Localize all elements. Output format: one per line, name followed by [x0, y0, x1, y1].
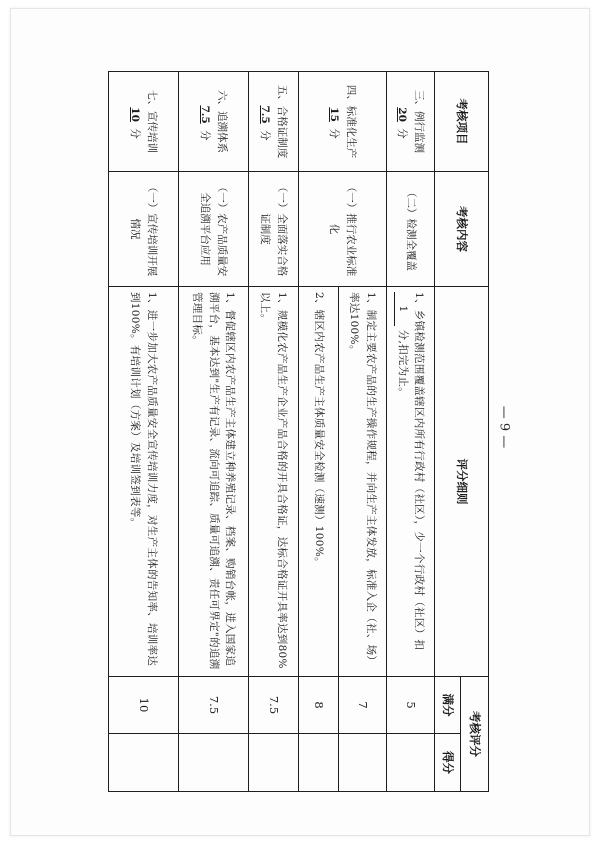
table-row: [109, 72, 179, 792]
full-score-cell: 7.5: [249, 677, 299, 734]
full-score-cell: 8: [299, 677, 339, 734]
project-label: 六、追溯体系: [215, 90, 228, 153]
project-score: 20: [396, 107, 409, 122]
header-project: 考核项目: [435, 72, 489, 172]
rule-cell: [387, 287, 435, 677]
project-cell: [387, 72, 435, 172]
document-page: [10, 8, 590, 836]
project-unit: 分: [199, 130, 212, 141]
evaluation-table: [108, 71, 489, 792]
rule-text: 1、乡镇检测范围覆盖辖区内所有行政村（社区），少一个行政村（社区）扣: [413, 292, 426, 651]
table-row: [339, 72, 387, 792]
rule-cell: 1、制定主要农产品的生产操作规程，并向生产主体发放，标准入企（社、场）率达100%。: [339, 287, 387, 677]
got-score-cell: [179, 734, 249, 792]
rule-text-end: 分,扣完为止。: [397, 329, 409, 399]
rule-blank-value: 1: [394, 292, 411, 326]
header-full-score: 满分: [435, 677, 461, 734]
project-cell: [299, 72, 387, 172]
got-score-cell: [299, 734, 339, 792]
table-row: [387, 72, 435, 792]
project-label: 四、标准化生产: [344, 84, 357, 159]
got-score-cell: [109, 734, 179, 792]
project-cell: [249, 72, 299, 172]
full-score-cell: 7: [339, 677, 387, 734]
header-rules: 评分细则: [435, 287, 489, 677]
project-cell: [109, 72, 179, 172]
project-label: 七、宣传培训: [145, 90, 158, 153]
got-score-cell: [339, 734, 387, 792]
header-score-group: 考核评分: [461, 677, 489, 792]
got-score-cell: [387, 734, 435, 792]
project-cell: [179, 72, 249, 172]
project-score: 10: [129, 107, 142, 122]
content-cell: （一）推行农业标准化: [299, 172, 387, 287]
project-score: 15: [328, 107, 341, 122]
project-unit: 分: [396, 128, 409, 139]
full-score-cell: 5: [387, 677, 435, 734]
project-label: 三、例行监测: [412, 90, 425, 153]
project-score: 7.5: [199, 105, 212, 124]
rule-cell: 1、规模化农产品生产企业产品合格的开具合格证，达标合格证开具率达到80%以上。: [249, 287, 299, 677]
content-cell: （一）全面落实合格证制度: [249, 172, 299, 287]
project-score: 7.5: [259, 105, 272, 124]
project-unit: 分: [259, 130, 272, 141]
page-number: — 9 —: [496, 405, 512, 449]
rule-cell: 1、进一步加大农产品质量安全宣传培训力度，对生产主体的告知率、培训率达到100%。有培训计划（方案）及培训签到表等。: [109, 287, 179, 677]
rule-cell: 1、督促辖区内农产品生产主体建立种养殖记录、档案、购销台帐，进入国家追溯平台，基本达到"生产有记录、流向可追踪、质量可追溯、责任可界定"的追溯管理目标。: [179, 287, 249, 677]
header-got-score: 得分: [435, 734, 461, 792]
rotated-table-container: [109, 71, 489, 791]
content-cell: （一）宣传培训开展情况: [109, 172, 179, 287]
table-row: [179, 72, 249, 792]
table-row: [249, 72, 299, 792]
content-cell: （一）农产品质量安全追溯平台应用: [179, 172, 249, 287]
project-unit: 分: [328, 128, 341, 139]
got-score-cell: [249, 734, 299, 792]
full-score-cell: 10: [109, 677, 179, 734]
full-score-cell: 7.5: [179, 677, 249, 734]
project-label: 五、合格证制度: [275, 84, 288, 159]
rule-cell: 2、辖区内农产品生产主体质量安全检测（速测）100%。: [299, 287, 339, 677]
project-unit: 分: [129, 128, 142, 139]
header-content: 考核内容: [435, 172, 489, 287]
content-cell: （二）检测全覆盖: [387, 172, 435, 287]
